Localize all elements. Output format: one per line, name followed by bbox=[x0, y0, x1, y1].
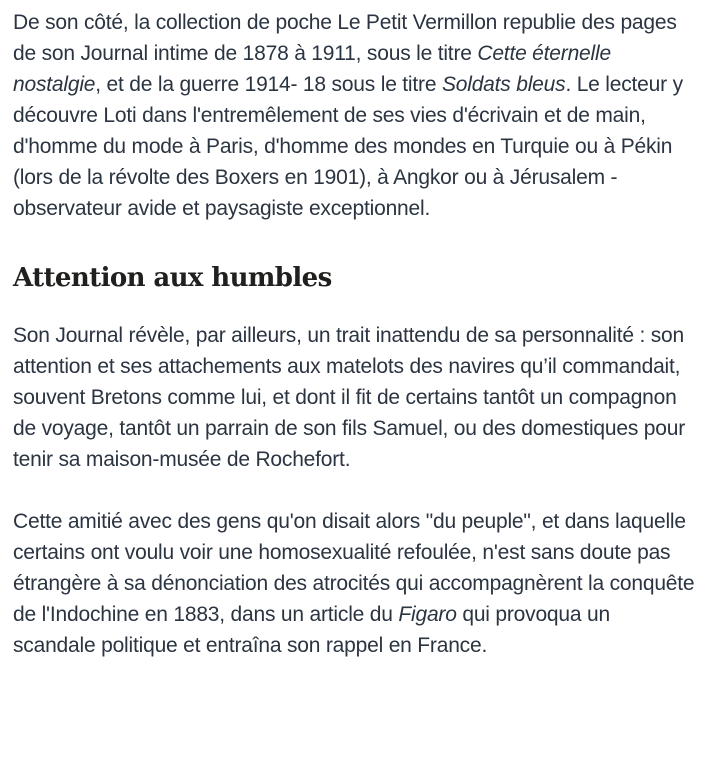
italic-text-run: Figaro bbox=[398, 603, 457, 626]
text-run: Son Journal révèle, par ailleurs, un trait inattendu de sa personnalité : son attention et ses attachements aux matelots des navires qu’il commandait, souvent Bretons comme lui, et dont il fit de certains tantôt un compagnon de voyage, tantôt un parrain de son fils Samuel, ou des domestiques pour tenir sa maison-musée de Rochefort. bbox=[13, 324, 686, 471]
text-run: qui provoqua un scandale politique et entraîna son rappel en France. bbox=[13, 603, 610, 657]
text-run: De son côté, la collection de poche Le Petit Vermillon republie des pages de son Journal intime de 1878 à 1911, sous le titre bbox=[13, 11, 677, 65]
text-run: , et de la guerre 1914- 18 sous le titre bbox=[95, 73, 442, 96]
paragraph bbox=[13, 7, 698, 224]
italic-text-run: Cette éternelle nostalgie bbox=[13, 42, 611, 96]
italic-text-run: Soldats bleus bbox=[441, 73, 566, 96]
paragraph bbox=[13, 320, 698, 475]
paragraph bbox=[13, 506, 698, 661]
text-run: . Le lecteur y découvre Loti dans l'entremêlement de ses vies d'écrivain et de main, d'homme du mode à Paris, d'homme des mondes en Turquie ou à Pékin (lors de la révolte des Boxers en 1901), à Angkor ou à Jérusalem - observateur avide et paysagiste exceptionnel. bbox=[13, 73, 683, 220]
text-run: Cette amitié avec des gens qu'on disait alors "du peuple", et dans laquelle certains ont voulu voir une homosexualité refoulée, n'est sans doute pas étrangère à sa dénonciation des atrocités qui accompagnèrent la conquête de l'Indochine en 1883, dans un article du bbox=[13, 510, 695, 626]
section-heading: Attention aux humbles bbox=[13, 263, 332, 293]
